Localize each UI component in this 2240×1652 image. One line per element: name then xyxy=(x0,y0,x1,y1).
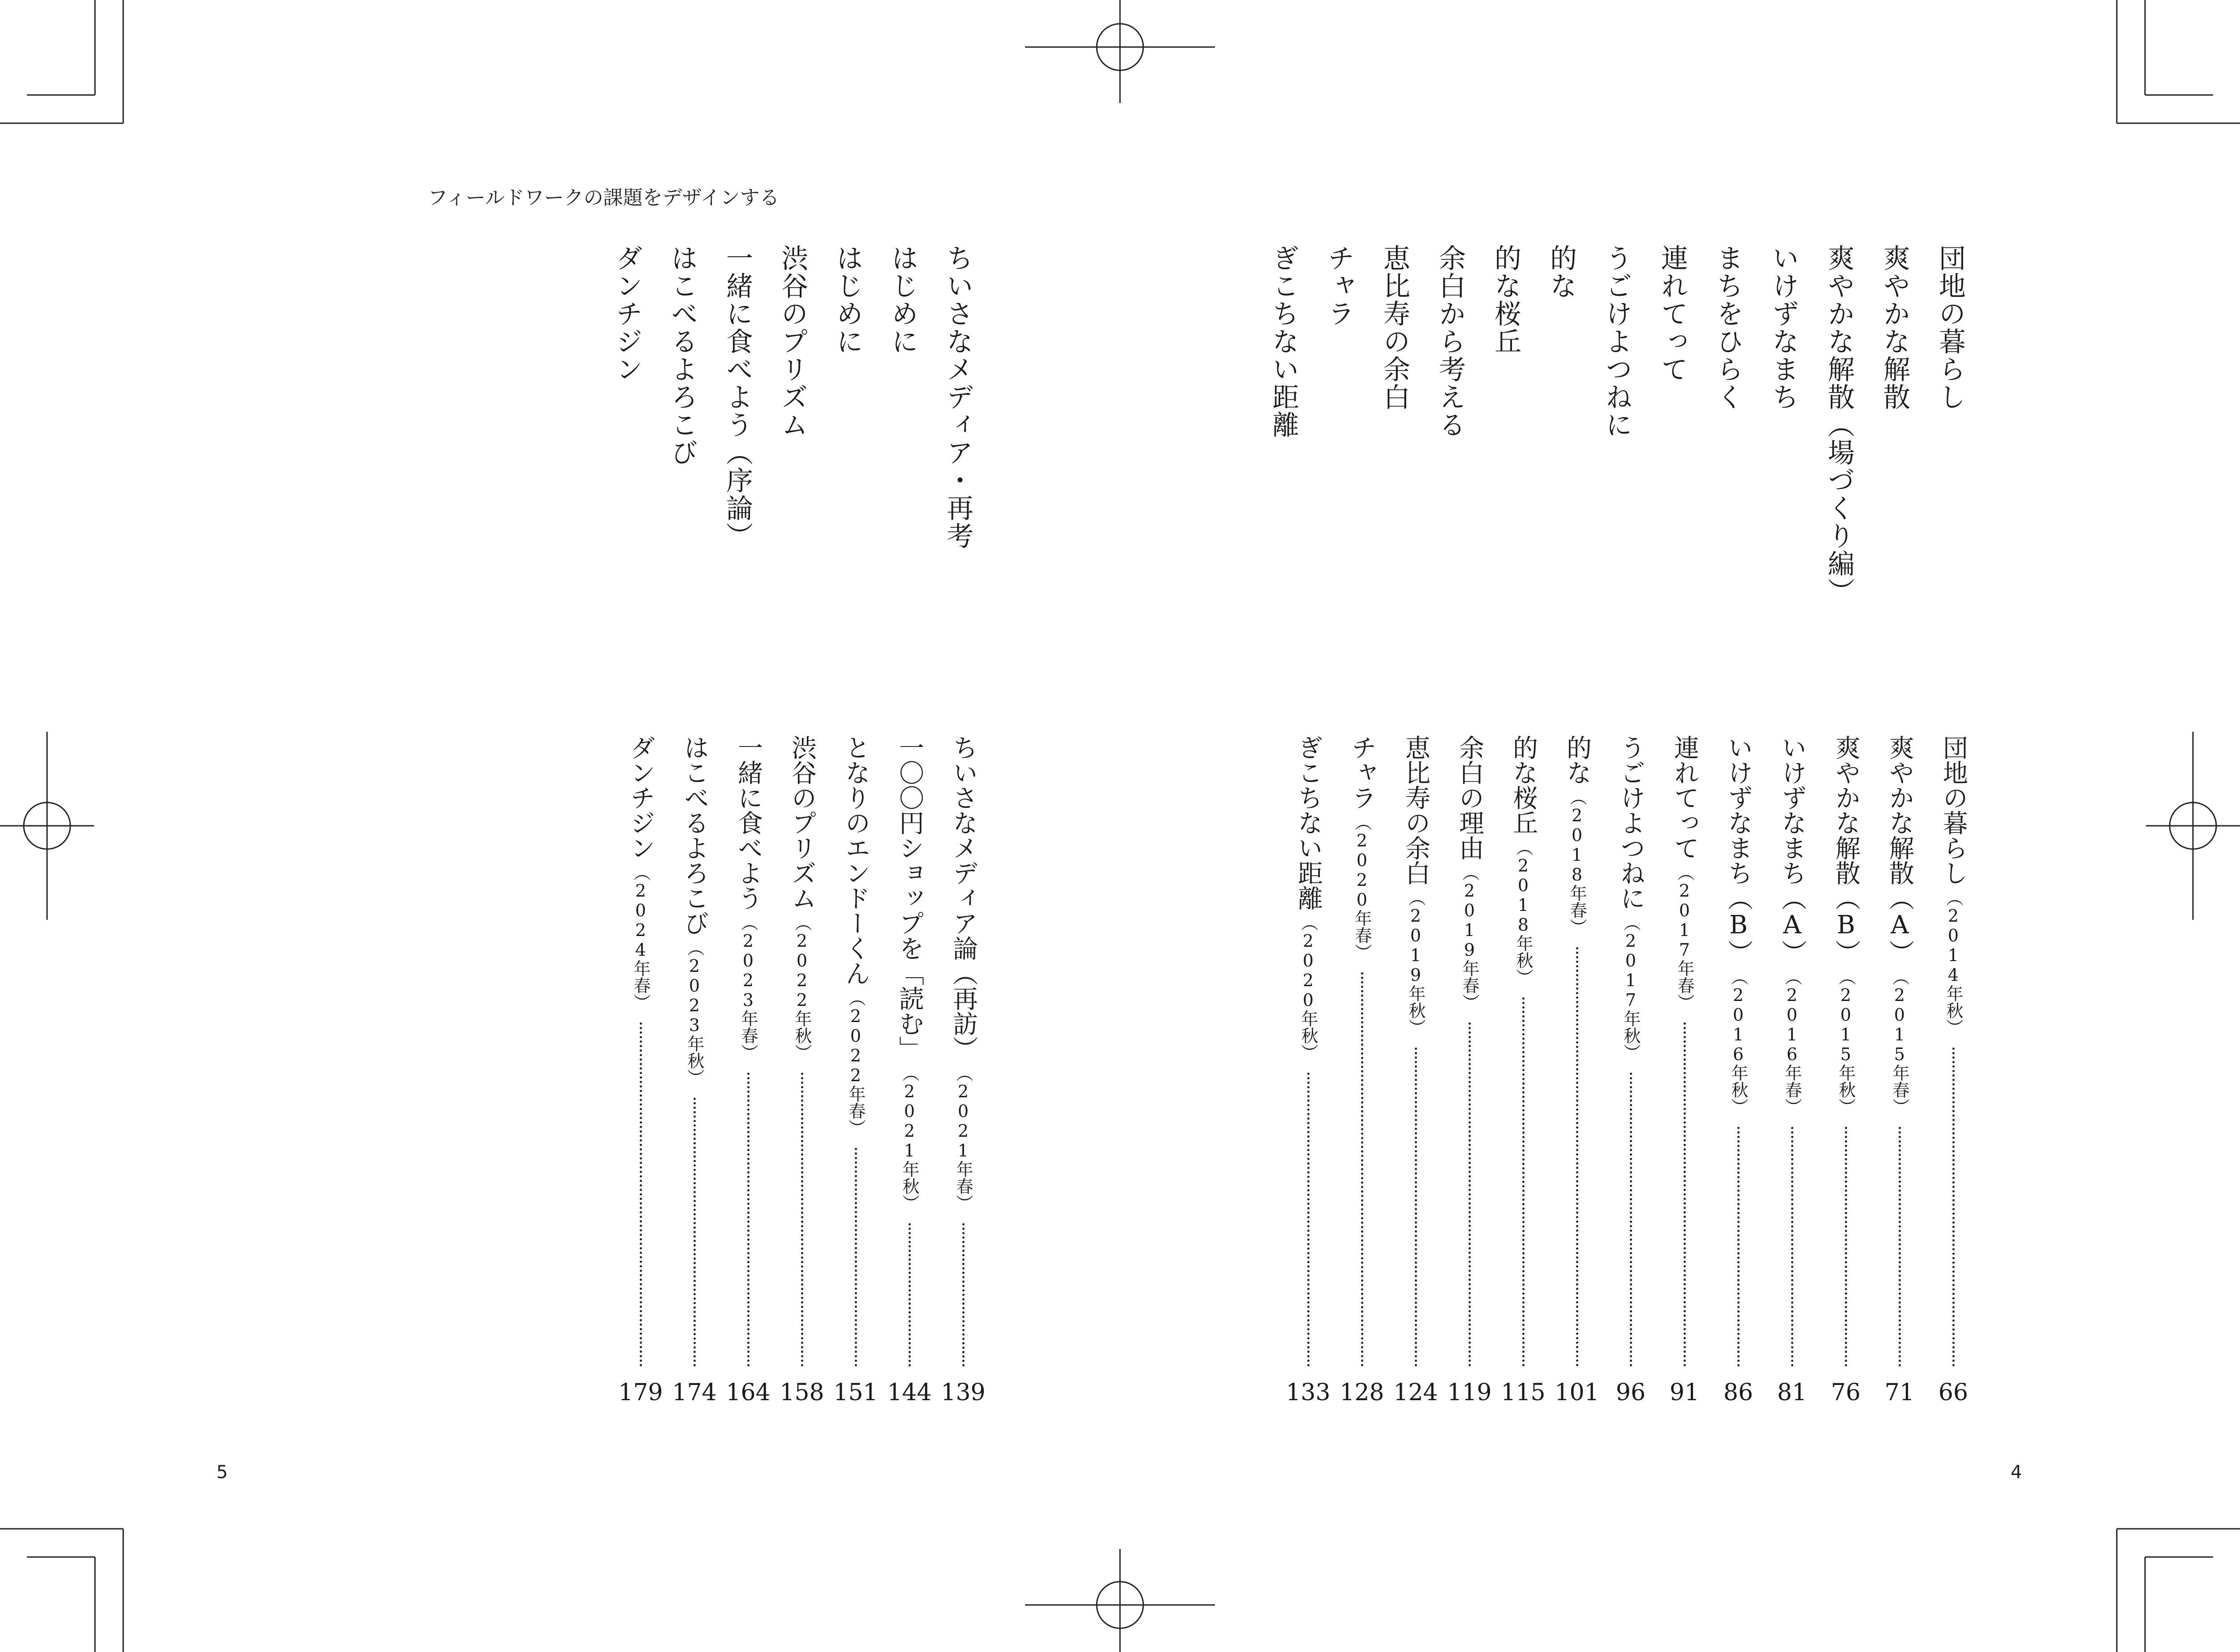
toc-entry[interactable] xyxy=(786,735,818,1371)
toc-leader-dots xyxy=(1576,947,1578,1367)
toc-entry[interactable] xyxy=(1454,735,1485,1371)
toc-leader-dots xyxy=(1952,1048,1955,1367)
folio-right: 4 xyxy=(2011,1462,2022,1483)
toc-leader-dots xyxy=(1737,1127,1740,1367)
toc-page-number: 101 xyxy=(1555,1379,1599,1406)
heading-19: はこべるよろこび xyxy=(667,244,698,466)
heading-6: 連れてって xyxy=(1657,244,1688,383)
toc-title: うごけよつねに xyxy=(1616,735,1646,910)
toc-page-number: 96 xyxy=(1615,1379,1646,1406)
toc-title: 恵比寿の余白 xyxy=(1401,735,1430,885)
toc-entry[interactable] xyxy=(1884,735,1915,1371)
toc-season: （2015年春） xyxy=(1890,968,1909,1115)
toc-title: 一〇〇円ショップを「読む」 xyxy=(895,735,924,1061)
toc-title: 的な桜丘 xyxy=(1509,735,1538,835)
toc-leader-dots xyxy=(747,1073,750,1367)
toc-entry[interactable] xyxy=(1723,735,1754,1371)
toc-title: はこべるよろこび xyxy=(680,735,709,936)
toc-page-number: 158 xyxy=(780,1379,824,1406)
toc-leader-dots xyxy=(962,1223,965,1367)
toc-leader-dots xyxy=(1307,1073,1310,1367)
toc-entry[interactable] xyxy=(1669,735,1700,1371)
toc-leader-dots xyxy=(909,1223,911,1367)
toc-entry[interactable] xyxy=(679,735,710,1371)
toc-title: となりのエンドーくん xyxy=(841,735,870,986)
toc-page-number: 66 xyxy=(1938,1379,1969,1406)
toc-season: （2017年秋） xyxy=(1621,914,1641,1061)
toc-page-number: 133 xyxy=(1286,1379,1331,1406)
toc-title: いけずなまち（A） xyxy=(1778,735,1807,965)
toc-entry[interactable] xyxy=(840,735,871,1371)
toc-season: （2021年春） xyxy=(953,1065,973,1212)
toc-leader-dots xyxy=(1415,1048,1417,1367)
toc-page-number: 119 xyxy=(1447,1379,1492,1406)
toc-leader-dots xyxy=(1899,1127,1901,1367)
heading-20: ダンチジン xyxy=(612,244,643,383)
toc-page-number: 91 xyxy=(1669,1379,1700,1406)
heading-9: 的な桜丘 xyxy=(1490,244,1521,355)
toc-leader-dots xyxy=(1845,1127,1847,1367)
toc-season: （2023年春） xyxy=(738,914,758,1061)
toc-page-number: 76 xyxy=(1831,1379,1861,1406)
toc-leader-dots xyxy=(1361,972,1363,1367)
toc-page-number: 71 xyxy=(1884,1379,1915,1406)
toc-page-number: 86 xyxy=(1723,1379,1753,1406)
toc-season: （2019年秋） xyxy=(1406,889,1426,1036)
toc-season: （2022年秋） xyxy=(792,914,812,1061)
toc-entry[interactable] xyxy=(732,735,764,1371)
toc-leader-dots xyxy=(855,1148,857,1367)
toc-season: （2021年秋） xyxy=(900,1065,919,1212)
toc-entry[interactable] xyxy=(1508,735,1539,1371)
toc-page-number: 164 xyxy=(726,1379,771,1406)
toc-entry[interactable] xyxy=(1830,735,1861,1371)
toc-entry[interactable] xyxy=(1615,735,1646,1371)
heading-10: 余白から考える xyxy=(1434,244,1466,439)
heading-7: うごけよつねに xyxy=(1601,244,1633,439)
toc-title: いけずなまち（B） xyxy=(1724,735,1753,965)
toc-leader-dots xyxy=(1522,997,1525,1367)
toc-title: 渋谷のプリズム xyxy=(788,735,817,910)
toc-season: （2024年春） xyxy=(631,864,650,1011)
toc-season: （2015年秋） xyxy=(1836,968,1856,1115)
toc-page-number: 115 xyxy=(1501,1379,1546,1406)
folio-left: 5 xyxy=(216,1462,228,1483)
toc-entry[interactable] xyxy=(625,735,656,1371)
heading-4: いけずなまち xyxy=(1768,244,1799,411)
toc-entry[interactable] xyxy=(894,735,925,1371)
toc-season: （2023年秋） xyxy=(685,939,704,1086)
heading-18: 一緒に食べよう（序論） xyxy=(722,244,753,550)
toc-entry[interactable] xyxy=(1292,735,1324,1371)
heading-11: 恵比寿の余白 xyxy=(1379,244,1410,411)
heading-12: チャラ xyxy=(1323,244,1355,328)
toc-title: 爽やかな解散（A） xyxy=(1885,735,1914,965)
toc-leader-dots xyxy=(1469,1022,1471,1367)
toc-season: （2014年秋） xyxy=(1943,889,1963,1036)
toc-page-number: 124 xyxy=(1393,1379,1438,1406)
toc-title: 爽やかな解散（B） xyxy=(1831,735,1861,965)
toc-title: ぎこちない距離 xyxy=(1294,735,1323,910)
toc-entry[interactable] xyxy=(1938,735,1969,1371)
toc-leader-dots xyxy=(694,1098,696,1367)
toc-entry[interactable] xyxy=(1346,735,1378,1371)
heading-2: 爽やかな解散 xyxy=(1879,244,1910,411)
toc-title: ダンチジン xyxy=(626,735,655,860)
toc-title: 団地の暮らし xyxy=(1939,735,1968,885)
heading-17: 渋谷のプリズム xyxy=(777,244,808,439)
running-header: フィールドワークの課題をデザインする xyxy=(428,186,780,209)
toc-leader-dots xyxy=(1791,1127,1793,1367)
heading-3: 爽やかな解散（場づくり編） xyxy=(1823,244,1855,605)
toc-title: チャラ xyxy=(1348,735,1377,810)
toc-season: （2020年春） xyxy=(1352,814,1372,961)
toc-title: 的な xyxy=(1563,735,1592,785)
toc-page-number: 128 xyxy=(1340,1379,1384,1406)
toc-season: （2019年春） xyxy=(1460,864,1479,1011)
heading-15: はじめに xyxy=(887,244,918,355)
heading-14: ちいさなメディア・再考 xyxy=(942,244,974,550)
toc-season: （2018年春） xyxy=(1567,789,1587,936)
toc-leader-dots xyxy=(801,1073,803,1367)
toc-title: 余白の理由 xyxy=(1455,735,1484,860)
toc-entry[interactable] xyxy=(948,735,979,1371)
toc-page-number: 174 xyxy=(672,1379,717,1406)
toc-title: 一緒に食べよう xyxy=(734,735,763,910)
toc-season: （2017年春） xyxy=(1675,864,1694,1011)
toc-page-number: 151 xyxy=(833,1379,878,1406)
heading-1: 団地の暮らし xyxy=(1934,244,1966,411)
toc-season: （2016年秋） xyxy=(1728,968,1748,1115)
toc-title: ちいさなメディア論（再訪） xyxy=(949,735,978,1061)
heading-5: まちをひらく xyxy=(1712,244,1744,411)
heading-13: ぎこちない距離 xyxy=(1268,244,1299,439)
toc-page-number: 179 xyxy=(618,1379,663,1406)
toc-entry[interactable] xyxy=(1776,735,1808,1371)
toc-page-number: 81 xyxy=(1777,1379,1807,1406)
heading-8: 的な xyxy=(1546,244,1577,300)
toc-season: （2018年秋） xyxy=(1513,839,1533,986)
toc-leader-dots xyxy=(1684,1022,1686,1367)
toc-season: （2016年春） xyxy=(1782,968,1802,1115)
toc-season: （2020年秋） xyxy=(1298,914,1318,1061)
toc-entry[interactable] xyxy=(1400,735,1431,1371)
toc-season: （2022年春） xyxy=(846,989,866,1136)
toc-leader-dots xyxy=(1630,1073,1632,1367)
heading-16: はじめに xyxy=(832,244,863,355)
toc-title: 連れてって xyxy=(1670,735,1699,860)
toc-page-number: 144 xyxy=(887,1379,932,1406)
toc-page-number: 139 xyxy=(941,1379,986,1406)
toc-entry[interactable] xyxy=(1561,735,1593,1371)
toc-leader-dots xyxy=(640,1022,642,1367)
